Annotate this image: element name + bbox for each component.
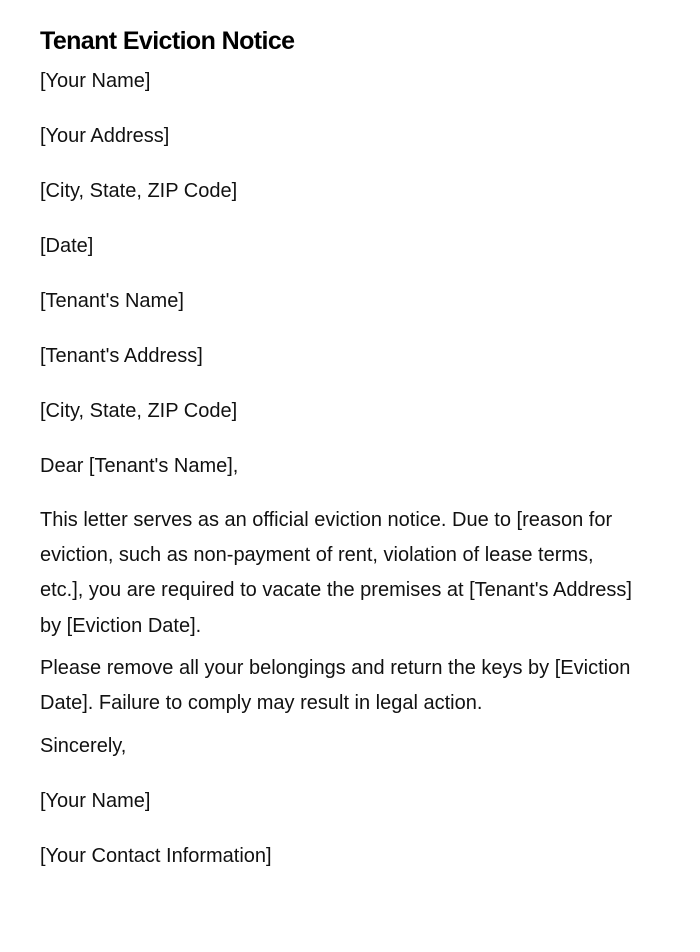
sender-address: [Your Address] (40, 125, 170, 147)
eviction-notice-document (40, 24, 640, 899)
body-paragraph-instructions: Please remove all your belongings and return the keys by [Eviction Date]. Failure to comply may result in legal action. (40, 656, 631, 715)
recipient-address: [Tenant's Address] (40, 345, 203, 367)
letter-date: [Date] (40, 235, 94, 257)
closing: Sincerely, (40, 735, 127, 758)
sender-city-state-zip: [City, State, ZIP Code] (40, 180, 238, 202)
body-paragraph-notice: This letter serves as an official eviction notice. Due to [reason for eviction, such as non-payment of rent, violation of lease terms, etc.], you are required to vacate the premises at [Tenant's Address] by [Eviction Date]. (40, 509, 632, 637)
recipient-city-state-zip: [City, State, ZIP Code] (40, 400, 238, 422)
contact-information: [Your Contact Information] (40, 845, 272, 868)
signature-name: [Your Name] (40, 790, 151, 813)
recipient-name: [Tenant's Name] (40, 290, 184, 312)
salutation: Dear [Tenant's Name], (40, 455, 239, 477)
sender-name: [Your Name] (40, 70, 151, 92)
document-title: Tenant Eviction Notice (40, 27, 295, 55)
